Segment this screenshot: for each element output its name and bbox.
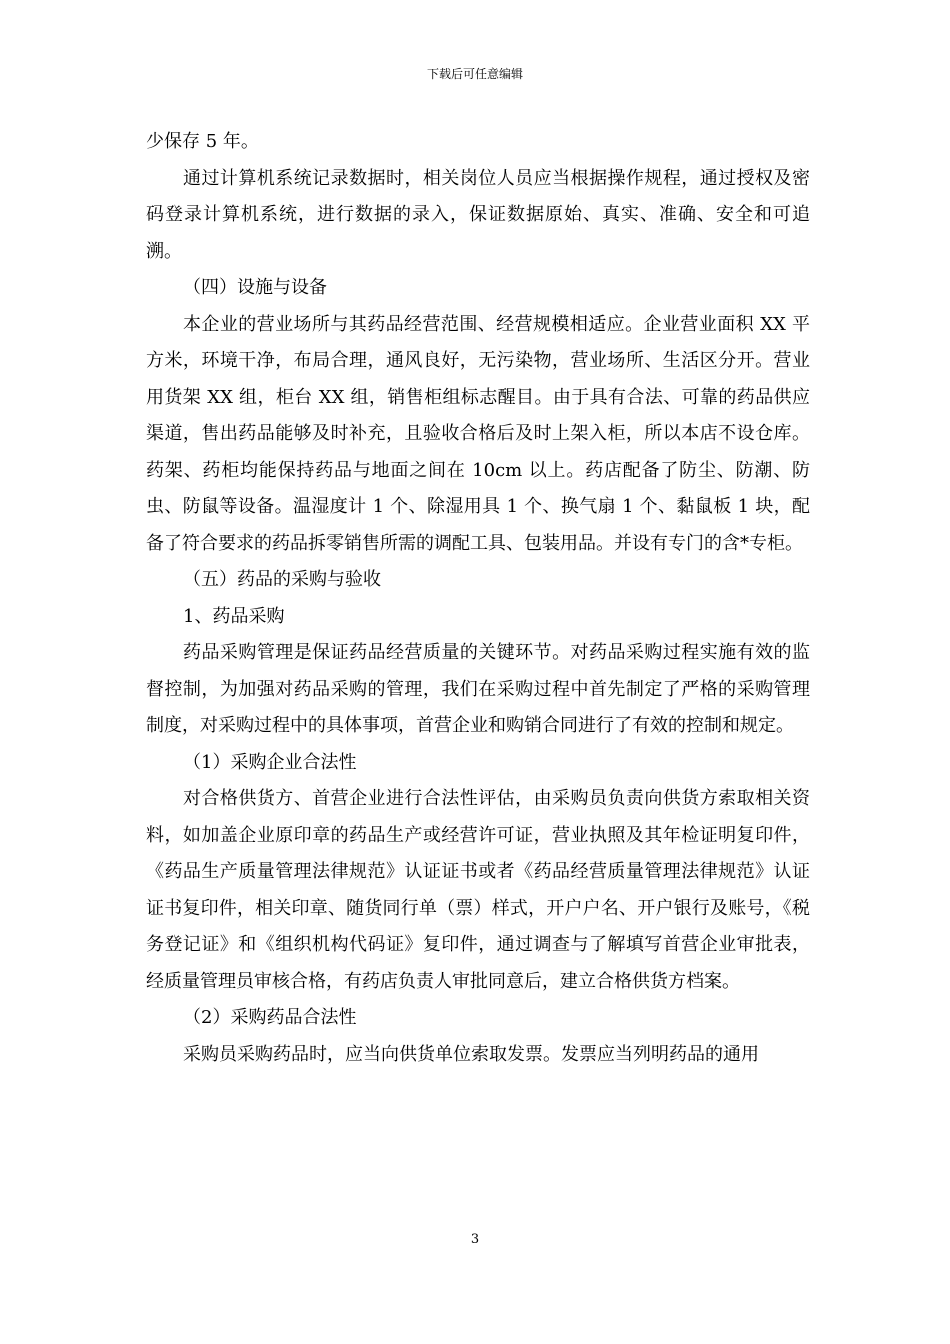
page-header: 下载后可任意编辑 — [426, 67, 523, 81]
paragraph-purchase-management: 药品采购管理是保证药品经营质量的关键环节。对药品采购过程实施有效的监督控制，为加强对药品采购的管理，我们在采购过程中首先制定了严格的采购管理制度，对采购过程中的具体事项，首营企业和购销合同进行了有效的控制和规定。 — [146, 642, 810, 736]
item-heading-supplier-legality: （1）采购企业合法性 — [183, 751, 357, 773]
paragraph-facilities: 本企业的营业场所与其药品经营范围、经营规模相适应。企业营业面积 XX 平方米，环境干净，布局合理，通风良好，无污染物，营业场所、生活区分开。营业用货架 XX 组，柜台 XX 组，销售柜组标志醒目。由于具有合法、可靠的药品供应渠道，售出药品能够及时补充，且验收合格后及时上架入柜，所以本店不设仓库。药架、药柜均能保持药品与地面之间在 10cm 以上。药店配备了防尘、防潮、防虫、防鼠等设备。温湿度计 1 个、除湿用具 1 个、换气扇 1 个、黏鼠板 1 块，配备了符合要求的药品拆零销售所需的调配工具、包装用品。并设有专门的含*专柜。 — [146, 313, 810, 554]
section-heading-purchase-acceptance: （五）药品的采购与验收 — [183, 569, 381, 590]
page-number: 3 — [470, 1232, 480, 1247]
section-heading-facilities: （四）设施与设备 — [183, 277, 327, 298]
item-heading-drug-legality: （2）采购药品合法性 — [183, 1007, 357, 1028]
paragraph-computer-records: 通过计算机系统记录数据时，相关岗位人员应当根据操作规程，通过授权及密码登录计算机系统，进行数据的录入，保证数据原始、真实、准确、安全和可追溯。 — [146, 167, 810, 262]
subsection-heading-purchase: 1、药品采购 — [183, 605, 285, 627]
paragraph-drug-legality: 采购员采购药品时，应当向供货单位索取发票。发票应当列明药品的通用 — [183, 1043, 759, 1065]
paragraph-retention-continuation: 少保存 5 年。 — [146, 131, 259, 152]
paragraph-supplier-legality: 对合格供货方、首营企业进行合法性评估，由采购员负责向供货方索取相关资料，如加盖企业原印章的药品生产或经营许可证，营业执照及其年检证明复印件，《药品生产质量管理法律规范》认证证书或者《药品经营质量管理法律规范》认证证书复印件，相关印章、随货同行单（票）样式，开户户名、开户银行及账号，《税务登记证》和《组织机构代码证》复印件，通过调查与了解填写首营企业审批表，经质量管理员审核合格，有药店负责人审批同意后，建立合格供货方档案。 — [146, 788, 810, 992]
document-body — [146, 124, 810, 1073]
